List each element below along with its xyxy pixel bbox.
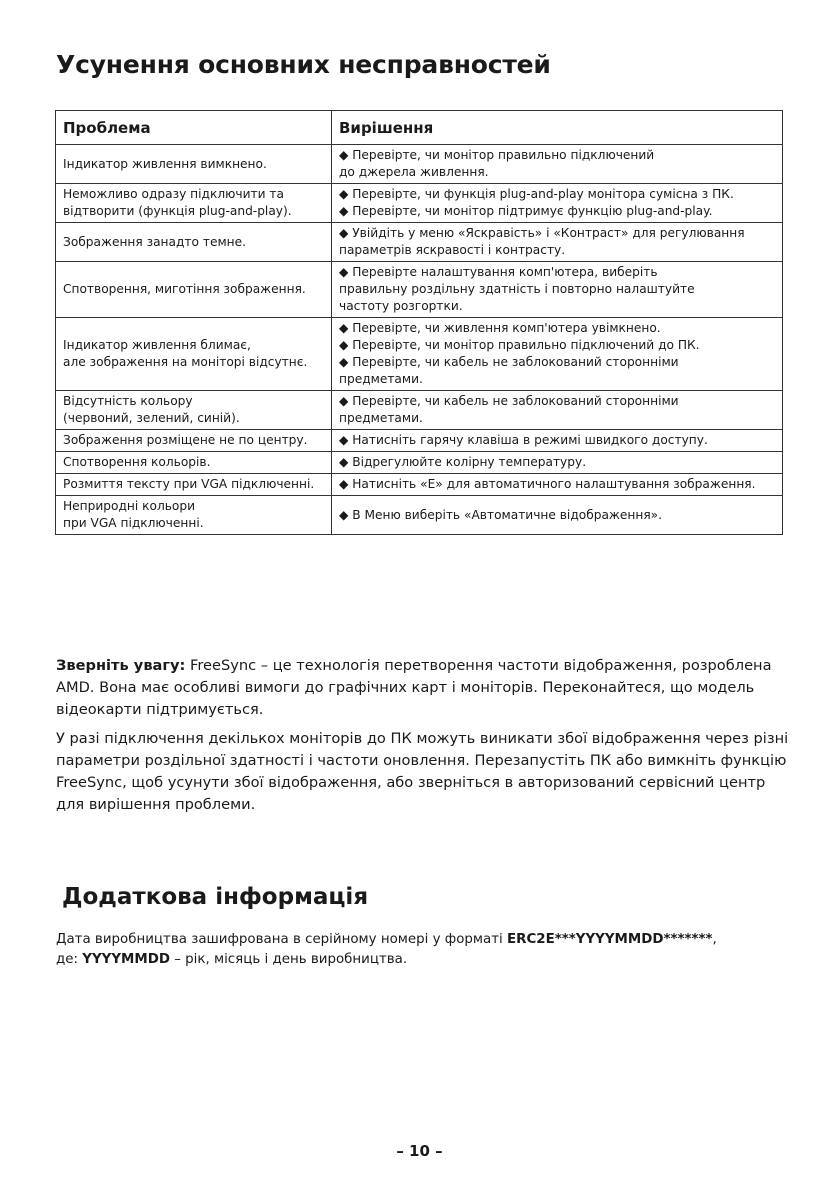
additional-info-title: Додаткова інформація	[62, 884, 369, 910]
solution-cell	[332, 262, 783, 318]
table-row	[56, 391, 783, 430]
problem-line: Спотворення, миготіння зображення.	[63, 282, 306, 296]
solution-line: предметами.	[339, 411, 423, 425]
solution-line: ◆ Перевірте, чи живлення комп'ютера увімкнено.	[339, 321, 661, 335]
problem-line: але зображення на моніторі відсутнє.	[63, 355, 308, 369]
solution-cell	[332, 452, 783, 474]
solution-line: параметрів яскравості і контрасту.	[339, 243, 566, 257]
troubleshooting-table	[55, 110, 783, 535]
solution-line: ◆ Перевірте, чи монітор правильно підключений	[339, 148, 655, 162]
solution-line: ◆ Перевірте, чи кабель не заблокований сторонніми	[339, 394, 679, 408]
solution-line: ◆ Натисніть гарячу клавіша в режимі швидкого доступу.	[339, 433, 708, 447]
problem-line: Зображення розміщене не по центру.	[63, 433, 308, 447]
problem-line: відтворити (функція plug-and-play).	[63, 204, 292, 218]
solution-line: ◆ Увійдіть у меню «Яскравість» і «Контраст» для регулювання	[339, 226, 745, 240]
table-row	[56, 430, 783, 452]
solution-cell	[332, 318, 783, 391]
date-code: YYYYMMDD	[82, 952, 170, 967]
solution-column-header: Вирішення	[332, 111, 783, 145]
table-header-row	[56, 111, 783, 145]
table-row	[56, 496, 783, 535]
solution-cell	[332, 391, 783, 430]
info-text-4: – рік, місяць і день виробництва.	[169, 952, 408, 967]
solution-line: ◆ Перевірте, чи кабель не заблокований сторонніми	[339, 355, 679, 369]
table-row	[56, 145, 783, 184]
problem-cell	[56, 452, 332, 474]
problem-cell	[56, 145, 332, 184]
solution-line: ◆ Перевірте налаштування комп'ютера, виберіть	[339, 265, 658, 279]
freesync-note	[56, 655, 791, 721]
solution-cell	[332, 496, 783, 535]
note-text: FreeSync – це технологія перетворення частоти відображення, розроблена AMD. Вона має особливі вимоги до графічних карт і моніторів. Переконайтеся, що модель відеокарти підтримується.	[56, 657, 772, 718]
problem-cell	[56, 430, 332, 452]
solution-line: частоту розгортки.	[339, 299, 463, 313]
problem-line: Зображення занадто темне.	[63, 234, 246, 249]
problem-line: Спотворення кольорів.	[63, 455, 211, 469]
problem-cell	[56, 184, 332, 223]
problem-cell	[56, 496, 332, 535]
solution-line: предметами.	[339, 372, 423, 386]
problem-cell	[56, 318, 332, 391]
problem-line: Відсутність кольору	[63, 394, 193, 408]
page-number: – 10 –	[396, 1142, 443, 1160]
multi-monitor-note: У разі підключення декількох моніторів до ПК можуть виникати збої відображення через різні параметри роздільної здатності і частоти оновлення. Перезапустіть ПК або вимкніть функцію FreeSync, щоб усунути збої відображення, або зверніться в авторизований сервісний центр для вирішення проблеми.	[56, 730, 789, 813]
solution-cell	[332, 145, 783, 184]
solution-line: до джерела живлення.	[339, 165, 489, 179]
note-label: Зверніть увагу:	[56, 657, 186, 674]
problem-line: Неприродні кольори	[63, 499, 196, 513]
solution-cell	[332, 430, 783, 452]
problem-column-header: Проблема	[56, 111, 332, 145]
problem-line: Індикатор живлення блимає,	[63, 338, 251, 352]
problem-cell	[56, 391, 332, 430]
problem-cell	[56, 223, 332, 262]
info-text-3: де:	[56, 952, 83, 967]
troubleshooting-table-body	[56, 145, 783, 535]
problem-line: Розмиття тексту при VGA підключенні.	[63, 477, 315, 491]
problem-line: Неможливо одразу підключити та	[63, 187, 284, 201]
solution-line: ◆ В Меню виберіть «Автоматичне відображення».	[339, 507, 662, 522]
table-row	[56, 452, 783, 474]
solution-cell	[332, 474, 783, 496]
table-row	[56, 318, 783, 391]
solution-cell	[332, 223, 783, 262]
table-row	[56, 223, 783, 262]
problem-cell	[56, 262, 332, 318]
problem-line: при VGA підключенні.	[63, 516, 204, 530]
solution-line: ◆ Перевірте, чи монітор підтримує функцію plug-and-play.	[339, 204, 713, 218]
info-text-2: ,	[712, 932, 717, 947]
serial-format: ERC2E***YYYYMMDD*******	[507, 932, 713, 947]
table-row	[56, 184, 783, 223]
table-row	[56, 474, 783, 496]
solution-line: правильну роздільну здатність і повторно налаштуйте	[339, 282, 695, 296]
table-row	[56, 262, 783, 318]
problem-cell	[56, 474, 332, 496]
solution-cell	[332, 184, 783, 223]
troubleshooting-title: Усунення основних несправностей	[56, 50, 551, 79]
solution-line: ◆ Перевірте, чи монітор правильно підключений до ПК.	[339, 338, 700, 352]
solution-line: ◆ Відрегулюйте колірну температуру.	[339, 455, 587, 469]
problem-line: (червоний, зелений, синій).	[63, 411, 240, 425]
solution-line: ◆ Перевірте, чи функція plug-and-play монітора сумісна з ПК.	[339, 187, 734, 201]
additional-info-text	[56, 930, 791, 970]
solution-line: ◆ Натисніть «E» для автоматичного налаштування зображення.	[339, 477, 756, 491]
info-text-1: Дата виробництва зашифрована в серійному номері у форматі	[56, 932, 508, 947]
problem-line: Індикатор живлення вимкнено.	[63, 156, 267, 171]
